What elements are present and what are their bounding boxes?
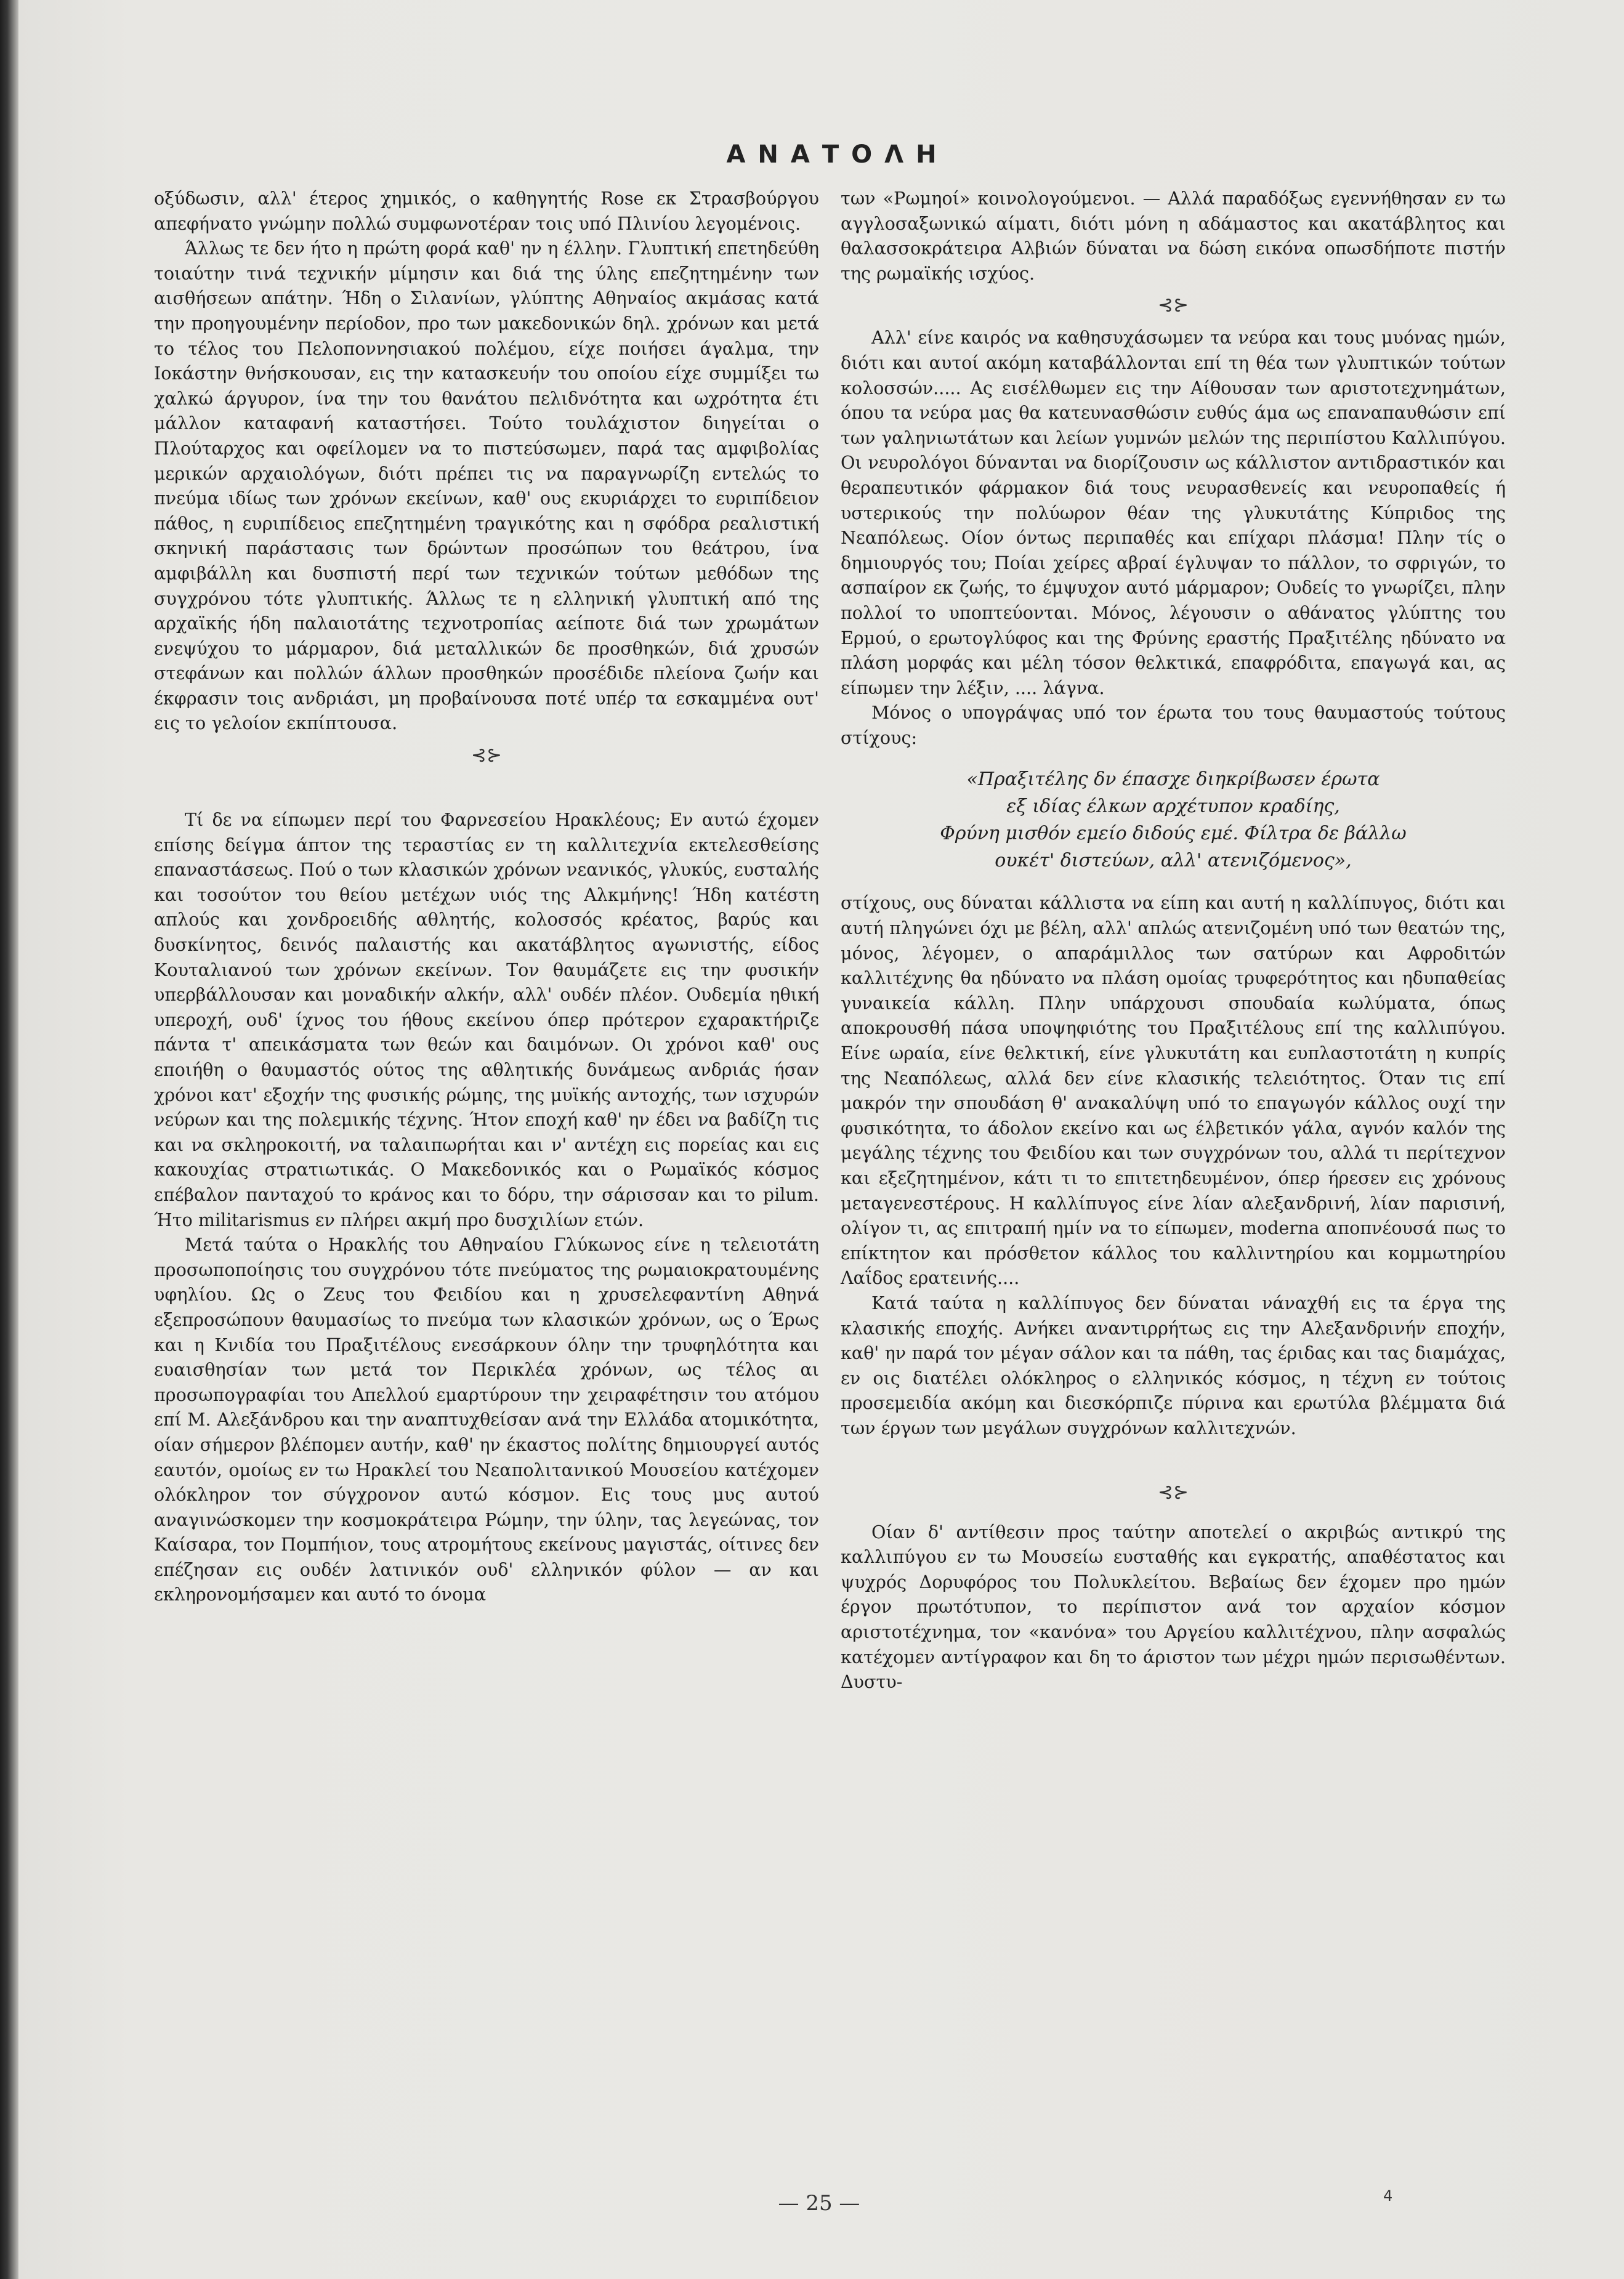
paragraph: Μετά ταύτα ο Ηρακλής του Αθηναίου Γλύκωνος είνε η τελειοτάτη προσωποποίησις του συγχρόνου τότε πνεύματος της ρωμαιοκρατουμένης υφηλίου. Ως ο Ζευς του Φειδίου και η χρυσελεφαντίνη Αθηνά εξεπροσώπουν θαυμασίως το πνεύμα των κλασικών χρόνων, ως ο Έρως και η Κνιδία του Πραξιτέλους ενεσάρκουν όλην την τρυφηλότητα και ευαισθησίαν των μετά τον Περικλέα χρόνων, ως τέλος αι προσωπογραφίαι του Απελλού εμαρτύρουν την χειραφέτησιν του ατόμου επί Μ. Αλεξάνδρου και την αναπτυχθείσαν ανά την Ελλάδα ατομικότητα, οίαν σήμερον βλέπομεν αυτήν, καθ' ην έκαστος πολίτης δημιουργεί αυτός εαυτόν, ομοίως εν τω Ηρακλεί του Νεαπολιτανικού Μουσείου κατέχομεν ολόκληρον τον σύγχρονον αυτώ κόσμον. Εις τους μυς αυτού αναγινώσκομεν την κοσμοκράτειρα Ρώμην, την ύλην, τας λεγεώνας, τον Καίσαρα, τον Πομπήιον, τους ατρομήτους εκείνους μαγιστάς, οίτινες δεν επέζησαν εις ουδέν λατινικόν ουδ' ελληνικόν φύλον — αν και εκληρονομήσαμεν και αυτό το όνομα: [154, 1234, 819, 1605]
paragraph: των «Ρωμηοί» κοινολογούμενοι. — Αλλά παραδόξως εγεννήθησαν εν τω αγγλοσαξωνικώ αίματι, διότι μόνη η αδάμαστος και ακατάβλητος και θαλασσοκράτειρα Αλβιών δύναται να δώση εικόνα οπωσδήποτε πιστήν της ρωμαϊκής ισχύος.: [841, 188, 1506, 284]
paragraph: Άλλως τε δεν ήτο η πρώτη φορά καθ' ην η έλλην. Γλυπτική επετηδεύθη τοιαύτην τινά τεχνικήν μίμησιν και διά της ύλης επεζητημένην των αισθήσεων απάτην. Ήδη ο Σιλανίων, γλύπτης Αθηναίος ακμάσας κατά την προηγουμένην περίοδον, προ των μακεδονικών δηλ. χρόνων και μετά το τέλος του Πελοποννησιακού πολέμου, είχε ποιήσει άγαλμα, την Ιοκάστην θνήσκουσαν, εις την κατασκευήν του οποίου είχε συμμίξει τω χαλκώ άργυρον, ίνα την του θανάτου πελιδνότητα και ωχρότητα έτι μάλλον καταφανή καταστήσει. Τούτο τουλάχιστον διηγείται ο Πλούταρχος και οφείλομεν να το πιστεύσωμεν, παρά τας αμφιβολίας μερικών αρχαιολόγων, διότι πρέπει τις να παραγνωρίζη εντελώς το πνεύμα ιδίως των χρόνων εκείνων, καθ' ους εκυριάρχει το ευριπίδειον πάθος, η ευριπίδειος επεζητημένη τραγικότης και η σφόδρα ρεαλιστική σκηνική παράστασις των δρώντων προσώπων του θεάτρου, ίνα αμφιβάλλη και δυσπιστή περί των τεχνικών τούτων μεθόδων της συγχρόνου τότε γλυπτικής. Άλλως τε η ελληνική γλυπτική από της αρχαϊκής ήδη παλαιοτάτης τεχνοτροπίας αείποτε διά των χρωμάτων ενεψύχου το μάρμαρον, διά μεταλλικών δε προσθηκών, διά χρυσών στεφάνων και πολλών άλλων προσθηκών προσέδιδε πλείονα ζωήν και έκφρασιν τοις ανδριάσι, μη προβαίνουσα ποτέ υπέρ τα εσκαμμένα ουτ' εις το γελοίον εκπίπτουσα.: [154, 238, 819, 734]
poem-line: ουκέτ' διστεύων, αλλ' ατενιζόμενος»,: [995, 850, 1352, 872]
paragraph: οξύδωσιν, αλλ' έτερος χημικός, ο καθηγητής Rose εκ Στρασβούργου απεφήνατο γνώμην πολλώ συμφωνοτέραν τοις υπό Πλινίου λεγομένοις.: [154, 188, 819, 234]
paragraph: Αλλ' είνε καιρός να καθησυχάσωμεν τα νεύρα και τους μυόνας ημών, διότι και αυτοί ακόμη καταβάλλονται επί τη θέα των γλυπτικών τούτων κολοσσών..... Ας εισέλθωμεν εις την Αίθουσαν των αριστοτεχνημάτων, όπου τα νεύρα μας θα κατευνασθώσιν ευθύς άμα ως επαναπαυθώσιν επί των γαληνιωτάτων και λείων γυμνών μελών της περιπίστου Καλλιπύγου. Οι νευρολόγοι δύνανται να διορίζουσιν ως κάλλιστον αντιδραστικόν και θεραπευτικόν φάρμακον διά τους νευρασθενείς και νευροπαθείς ή υστερικούς την πολύωρον θέαν της γλυκυτάτης Κύπριδος της Νεαπόλεως. Οίον όντως περιπαθές και επίχαρι πλάσμα! Πλην τίς ο δημιουργός του; Ποίαι χείρες αβραί έγλυψαν το πάλλον, το σφριγών, το ασπαίρον εκ ζωής, το έμψυχον αυτό μάρμαρον; Ουδείς το γνωρίζει, πλην πολλοί το υποπτεύονται. Μόνος, λέγουσιν ο αθάνατος γλύπτης του Ερμού, ο ερωτογλύφος και της Φρύνης εραστής Πραξιτέλης ηδύνατο να πλάση μορφάς και μέλη τόσον θελκτικά, επαφρόδιτα, επαγωγά και, ας είπωμεν την λέξιν, .... λάγνα.: [841, 327, 1506, 698]
ornament-divider: ⊰⊱: [1157, 294, 1189, 317]
paragraph: Οίαν δ' αντίθεσιν προς ταύτην αποτελεί ο ακριβώς αντικρύ της καλλιπύγου εν τω Μουσείω ευσταθής και εγκρατής, απαθέστατος και ψυχρός Δορυφόρος του Πολυκλείτου. Βεβαίως δεν έχομεν προ ημών έργον πρωτότυπον, το περίπιστον ανά τον αρχαίον κόσμον αριστοτέχνημα, τον «κανόνα» του Αργείου καλλιτέχνου, πλην ασφαλώς κατέχομεν αντίγραφον και δη το άριστον των μέχρι ημών περισωθέντων. Δυστυ-: [841, 1521, 1506, 1693]
poem-line: εξ ιδίας έλκων αρχέτυπον κραδίης,: [1006, 796, 1340, 818]
signature-mark: 4: [1383, 2187, 1393, 2204]
page-number: — 25 —: [778, 2191, 860, 2216]
paragraph: Τί δε να είπωμεν περί του Φαρνεσείου Ηρακλέους; Εν αυτώ έχομεν επίσης δείγμα άπτον της τεραστίας εν τη καλλιτεχνία εκτελεσθείσης επαναστάσεως. Πού ο των κλασικών χρόνων νεανικός, γλυκύς, ευσταλής και τοσούτον του θείου μετέχων υιός της Αλκμήνης! Ήδη κατέστη απλούς και χονδροειδής αθλητής, κολοσσός κρέατος, βαρύς και δυσκίνητος, δεινός παλαιστής και ακατάβλητος αγωνιστής, είδος Κουταλιανού των χρόνων εκείνων. Τον θαυμάζετε εις την φυσικήν υπερβάλλουσαν και μοναδικήν αλκήν, αλλ' ουδέν πλέον. Ουδεμία ηθική υπεροχή, ουδ' ίχνος του ήθους εκείνου όπερ πρότερον εχαρακτήριζε πάντα τ' απεικάσματα των θεών και δαιμόνων. Οι χρόνοι καθ' ους εποιήθη ο θαυμαστός ούτος της αθλητικής δυνάμεως ανδριάς ήσαν χρόνοι κατ' εξοχήν της φυσικής ρώμης, της μυϊκής αντοχής, των ισχυρών νεύρων και της πολεμικής τέχνης. Ήτον εποχή καθ' ην έδει να βαδίζη τις και να σκληροκοιτή, να ταλαιπωρήται και ν' αντέχη εις πορείας και εις κακουχίας στρατιωτικάς. Ο Μακεδονικός και ο Ρωμαϊκός κόσμος επέβαλον πανταχού το κράνος και το δόρυ, την σάρισσαν και το pilum. Ήτο militarismus εν πλήρει ακμή προ δυσχιλίων ετών.: [154, 809, 819, 1230]
poem-line: «Πραξιτέλης δν έπασχε διηκρίβωσεν έρωτα: [966, 768, 1380, 791]
ornament-divider: ⊰⊱: [1157, 1481, 1189, 1503]
paragraph: Μόνος ο υπογράψας υπό τον έρωτα του τους θαυμαστούς τούτους στίχους:: [841, 702, 1506, 748]
paragraph: Κατά ταύτα η καλλίπυγος δεν δύναται νάναχθή εις τα έργα της κλασικής εποχής. Ανήκει αναντιρρήτως εις την Αλεξανδρινήν εποχήν, καθ' ην παρά τον μέγαν σάλον και τα πάθη, τας έριδας και τας διαμάχας, εν οις διατέλει ολόκληρος ο ελληνικός κόσμος, η τέχνη εν τούτοις προσεμειδία ακόμη και διεσκόρπιζε πύρινα και ερωτύλα βλέμματα διά των έργων των μεγάλων συγχρόνων καλλιτεχνών.: [841, 1292, 1506, 1438]
book-spine-shadow: [0, 0, 18, 2279]
left-column: [154, 186, 819, 1607]
right-column: [841, 186, 1506, 1695]
ornament-divider: ⊰⊱: [471, 744, 503, 767]
poem-line: Φρύνη μισθόν εμείο διδούς εμέ. Φίλτρα δε βάλλω: [940, 823, 1407, 845]
running-title: ΑΝΑΤΟΛΗ: [726, 140, 949, 169]
epigram-poem: [841, 766, 1506, 874]
paragraph: στίχους, ους δύναται κάλλιστα να είπη και αυτή η καλλίπυγος, διότι και αυτή πληγώνει όχι με βέλη, αλλ' απλώς ατενιζομένη υπό των θεατών της, μόνος, λέγομεν, ο απαράμιλλος των σατύρων και Αφροδιτών καλλιτέχνης θα ηδύνατο να πλάση ομοίας τρυφερότητος και ηδυπαθείας γυναικεία κάλλη. Πλην υπάρχουσι σπουδαία κωλύματα, όπως αποκρουσθή πάσα υποψηφιότης του Πραξιτέλους επί της καλλιπύγου. Είνε ωραία, είνε θελκτική, είνε γλυκυτάτη και ευπλαστοτάτη η κυπρίς της Νεαπόλεως, αλλά δεν είνε κλασικής τελειότητος. Όταν τις επί μακρόν την σπουδάση θ' ανακαλύψη υπό το επαγωγόν κάλλος ουχί την φυσικότητα, το άδολον εκείνο και ως έλβετικόν γάλα, αγνόν καλόν της μεγάλης τέχνης του Φειδίου και των συγχρόνων του, αλλά τι περίτεχνον και εξεζητημένον, κάτι τι το επιτετηδευμένον, όπερ ήρεσεν εις χρόνους μεταγενεστέρους. Η καλλίπυγος είνε λίαν αλεξανδρινή, λίαν παρισινή, ολίγον τι, ας επιτραπή ημίν να το είπωμεν, moderna αποπνέουσά πως το επίκτητον και πρόσθετον κάλλος του καλλιντηρίου και κομμωτηρίου Λαΐδος ερατεινής....: [841, 892, 1506, 1289]
